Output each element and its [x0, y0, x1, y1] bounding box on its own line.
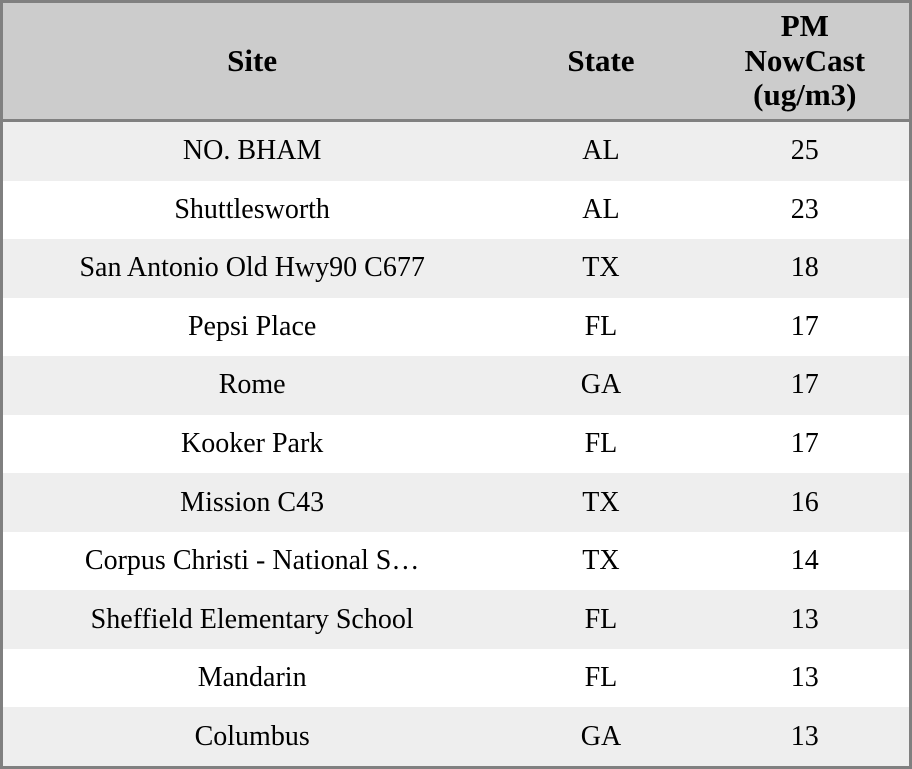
cell-site: Corpus Christi - National S…: [84, 545, 420, 577]
cell-pm-nowcast: 17: [790, 310, 819, 342]
column-header-pm-nowcast: [701, 3, 909, 121]
column-header-pm-line1: PM: [780, 8, 829, 43]
cell-pm-nowcast: 16: [790, 486, 819, 518]
cell-pm-nowcast: 23: [790, 193, 819, 225]
cell-state: FL: [584, 310, 618, 342]
column-header-state: [501, 3, 700, 121]
cell-pm-nowcast: 17: [790, 369, 819, 401]
cell-site: San Antonio Old Hwy90 C677: [79, 252, 425, 284]
table-body: [3, 121, 909, 766]
cell-state: FL: [584, 662, 618, 694]
table-row: [3, 473, 909, 532]
cell-state: AL: [582, 135, 620, 167]
cell-pm-nowcast: 13: [790, 603, 819, 635]
table-row: [3, 649, 909, 708]
cell-state: GA: [580, 720, 622, 752]
cell-pm-nowcast: 13: [790, 720, 819, 752]
table-header: [3, 3, 909, 121]
cell-site: Shuttlesworth: [174, 193, 330, 225]
cell-state: FL: [584, 603, 618, 635]
table-header-row: [3, 3, 909, 121]
table-row: [3, 298, 909, 357]
cell-state: TX: [582, 486, 620, 518]
cell-site: Kooker Park: [181, 428, 324, 459]
cell-pm-nowcast: 14: [790, 545, 819, 577]
cell-state: AL: [582, 193, 620, 225]
cell-site: Pepsi Place: [187, 310, 317, 342]
cell-site: Sheffield Elementary School: [90, 603, 414, 635]
cell-state: FL: [584, 428, 618, 459]
table-row: [3, 532, 909, 591]
cell-pm-nowcast: 17: [790, 428, 819, 459]
table-row: [3, 415, 909, 474]
cell-state: TX: [582, 545, 620, 577]
table-row: [3, 590, 909, 649]
column-header-pm-line3: (ug/m3): [753, 77, 857, 113]
cell-state: TX: [582, 252, 620, 284]
column-header-site: [3, 3, 501, 121]
cell-state: GA: [580, 369, 622, 401]
cell-site: Mandarin: [197, 662, 307, 694]
cell-pm-nowcast: 13: [790, 662, 819, 694]
column-header-state-label: State: [567, 42, 635, 78]
column-header-site-label: Site: [227, 42, 278, 78]
cell-site: Rome: [218, 369, 286, 401]
cell-pm-nowcast: 18: [790, 252, 819, 284]
cell-site: Columbus: [194, 720, 310, 752]
column-header-pm-line2: NowCast: [744, 42, 866, 78]
table-row: [3, 707, 909, 766]
cell-site: Mission C43: [180, 486, 325, 518]
cell-pm-nowcast: 25: [790, 135, 819, 167]
table-row: [3, 121, 909, 181]
air-quality-table: [3, 3, 909, 766]
table-row: [3, 356, 909, 415]
cell-site: NO. BHAM: [182, 135, 322, 167]
table-row: [3, 181, 909, 240]
table-row: [3, 239, 909, 298]
